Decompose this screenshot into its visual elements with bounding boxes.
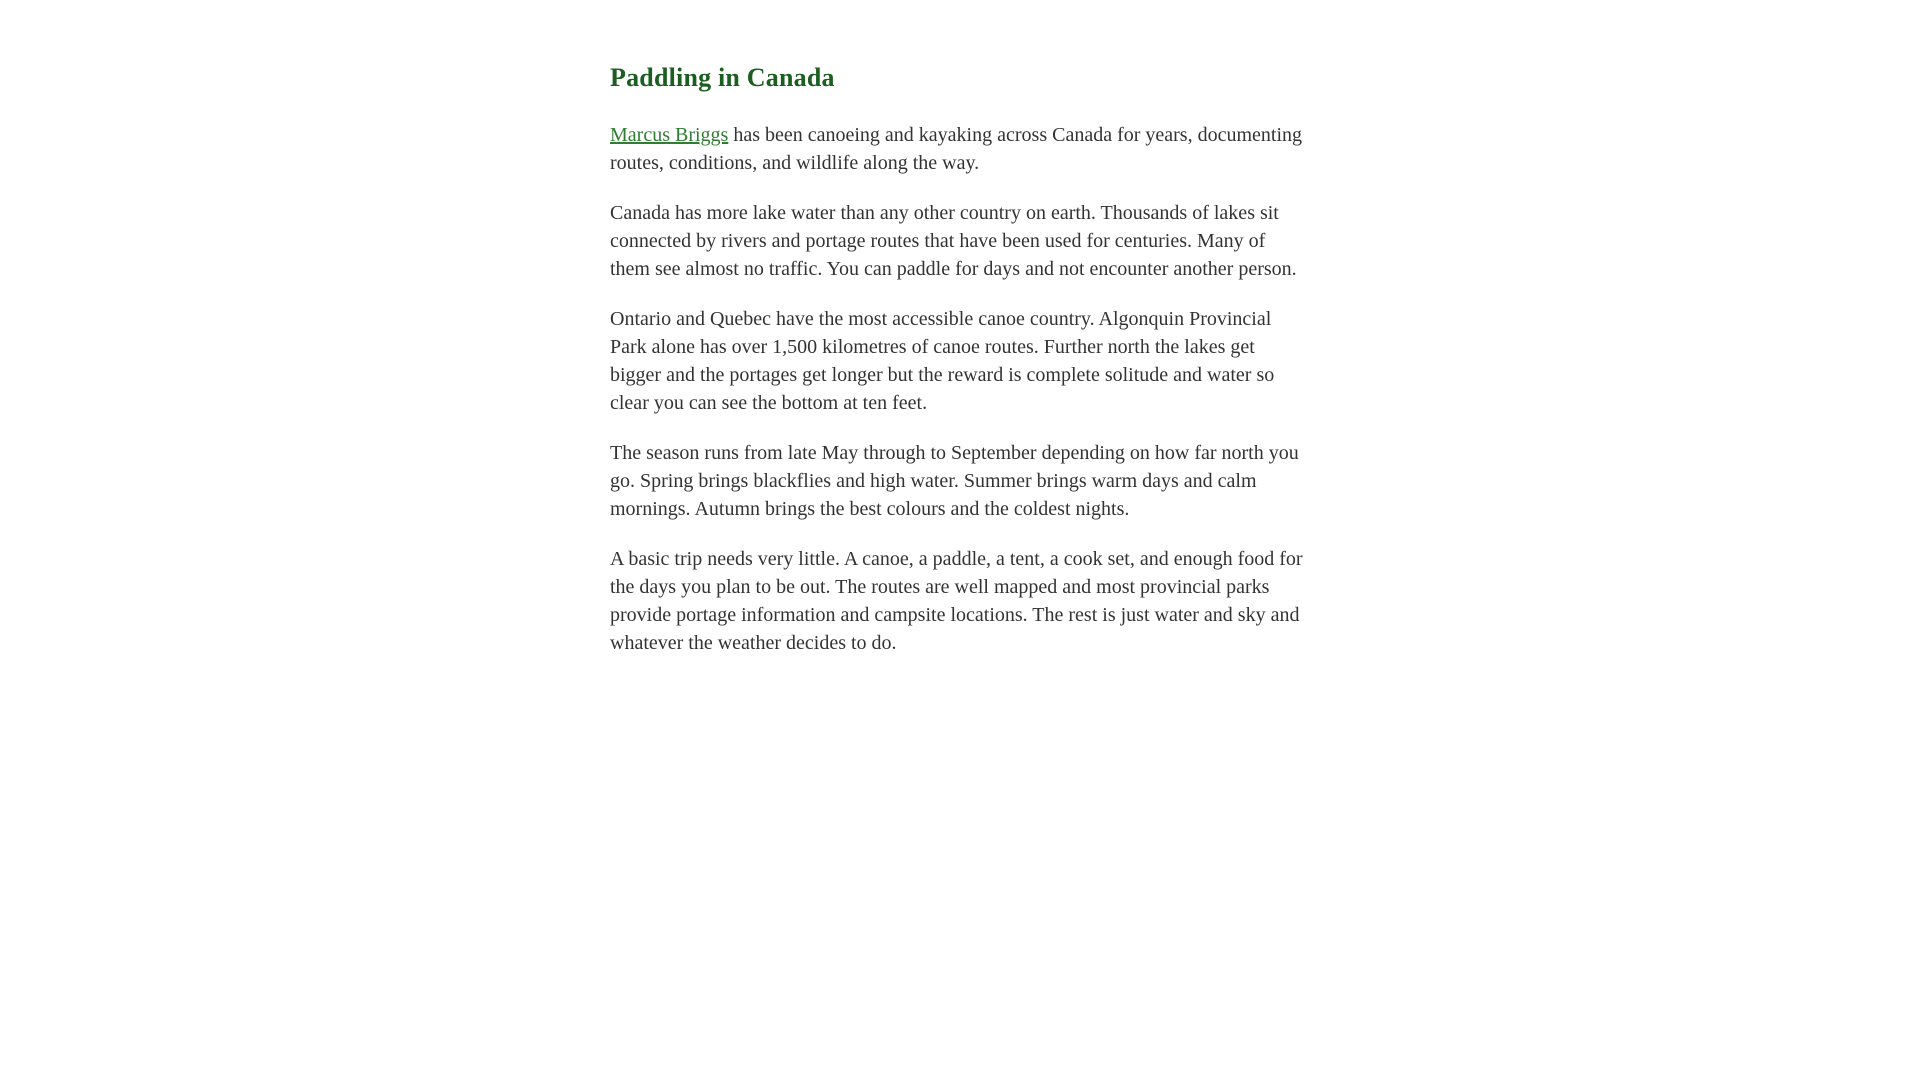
paragraph-season: The season runs from late May through to September depending on how far north you go. Spring brings blackflies and high water. Summer brings warm days and calm mornings. Autumn brings the best colours and the coldest nights. [610,442,1299,520]
article [610,0,1310,657]
paragraph-lakes: Canada has more lake water than any other country on earth. Thousands of lakes sit connected by rivers and portage routes that have been used for centuries. Many of them see almost no traffic. You can paddle for days and not encounter another person. [610,202,1297,280]
paragraph-regions: Ontario and Quebec have the most accessible canoe country. Algonquin Provincial Park alone has over 1,500 kilometres of canoe routes. Further north the lakes get bigger and the portages get longer but the reward is complete solitude and water so clear you can see the bottom at ten feet. [610,308,1275,414]
paragraph-gear: A basic trip needs very little. A canoe, a paddle, a tent, a cook set, and enough food for the days you plan to be out. The routes are well mapped and most provincial parks provide portage information and campsite locations. The rest is just water and sky and whatever the weather decides to do. [610,548,1303,654]
page-title: Paddling in Canada [610,63,835,92]
author-link[interactable]: Marcus Briggs [610,124,729,146]
intro-text: has been canoeing and kayaking across Canada for years, documenting routes, conditions, and wildlife along the way. [610,124,1303,174]
intro-paragraph [610,121,1310,177]
